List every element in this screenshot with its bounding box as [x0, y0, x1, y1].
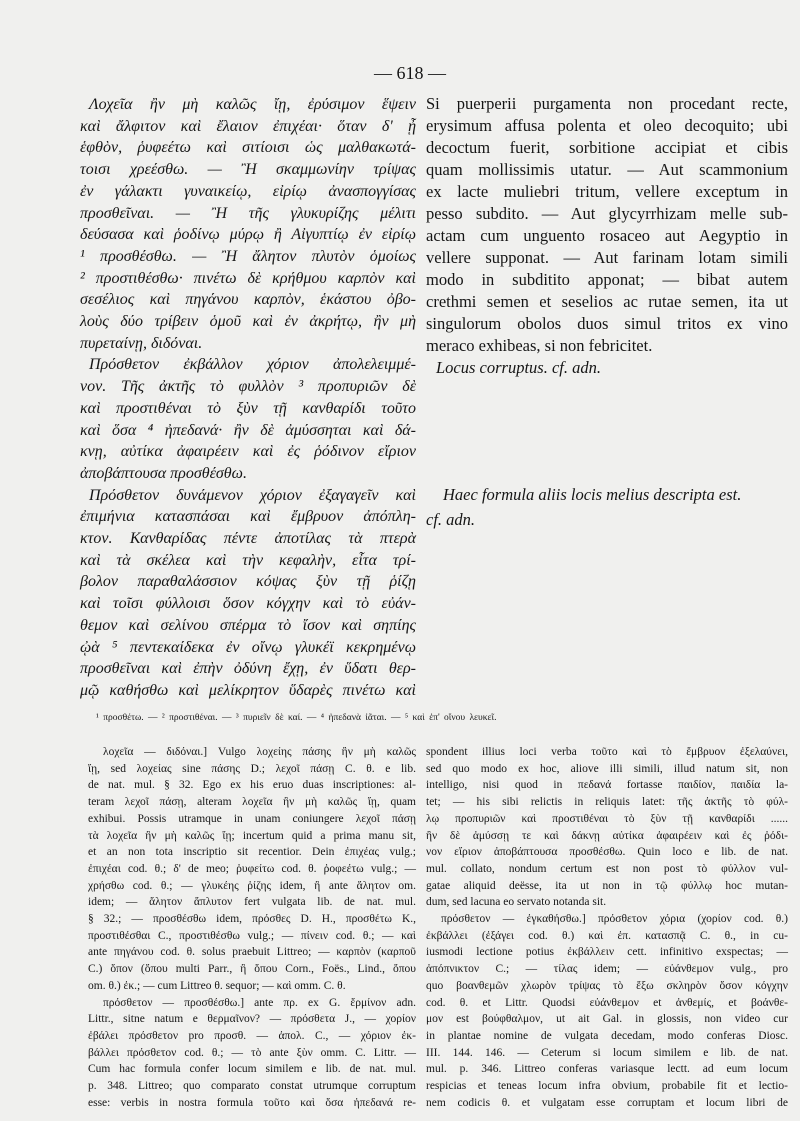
commentary-line: iusmodi lectione potius ἐκβάλλειν cett. infinitivo exspectas; —: [426, 946, 788, 959]
footnotes: ¹ προσθέτω. — ² προστιθέναι. — ³ πυριεῖν δὲ καί. — ⁴ ἠπεδανὰ ἰᾶται. — ⁵ καὶ ἐπ' οἴνου λευκεῖ.: [96, 713, 497, 723]
commentary-line: nem codicis θ. et vulgatam esse corruptam et locum libri de: [426, 1096, 788, 1109]
commentary-line: sed quo modo ex hoc, aliove illi simili, illud natum sit, non: [426, 762, 788, 775]
greek-line: καὶ ὅσα ⁴ ἠπεδανά· ἢν δὲ ἀμύσσηται καὶ δά-: [80, 421, 416, 439]
commentary-line: ἐπιχέαι cod. θ.; δ' de meo; ῥυφείτω cod. θ. ῥοφεέτω vulg.; —: [88, 862, 416, 875]
commentary-line: ἢν δὲ ἀμύσσῃ τε καὶ δάκνῃ αὐτίκα ἀφαιρέειν καὶ ἐς ῥόδι-: [426, 829, 788, 842]
latin-line: singulorum obolos duos simul tritos ex vino: [426, 314, 788, 333]
commentary-line: ἐβάλει πρόσθετον pro προσθ. — ἀπολ. C., — χόριον ἐκ-: [88, 1029, 416, 1042]
commentary-line: om. θ.) ἐκ.; — cum Littreo θ. sequor; — καὶ omm. C. θ.: [88, 979, 346, 992]
commentary-line: de nat. mul. § 32. Ego ex his eruo duas inscriptiones: al-: [88, 779, 416, 792]
commentary-line: § 32.; — προσθέσθω idem, πρόσθες D. H., προσθέτω K.,: [88, 913, 416, 926]
greek-line: καὶ τοῖσι φύλλοισι ὅσον κόγχην καὶ τὸ εὐάν-: [80, 595, 416, 613]
commentary-line: τὰ λοχεῖα ἢν μὴ καλῶς ἴῃ; incertum quid a prima manu sit,: [88, 829, 416, 842]
commentary-line: ἀπόπνικτον C.; — τίλας idem; — εὐάνθεμον vulg., pro: [426, 963, 788, 976]
greek-line: βολον παραθαλάσσιον κόψας ξὺν τῇ ῥίζῃ: [80, 573, 416, 591]
latin-line: erysimum affusa polenta et oleo decoquito; ubi: [426, 116, 788, 135]
greek-line: καὶ προστιθέναι τὸ ξὺν τῇ κανθαρίδι τοῦτο: [80, 399, 416, 417]
commentary-line: teram λεχοῖ πάσῃ, alteram λοχεῖα ἢν μὴ καλῶς ἴῃ, quam: [88, 796, 416, 809]
greek-line: νον. Τῆς ἀκτῆς τὸ φυλλὸν ³ προπυριῶν δὲ: [80, 378, 416, 396]
page-number: — 618 —: [374, 63, 446, 83]
commentary-line: προστιθέσθαι C., προστιθέσθω vulg.; — πίνειν cod. θ.; — καὶ: [88, 929, 416, 942]
commentary-line: λοχεῖα — διδόναι.] Vulgo λοχείης πάσης ἢν μὴ καλῶς: [103, 746, 416, 758]
greek-line: κνῃ, αὐτίκα ἀφαιρέειν καὶ ἐς ῥόδινον εἴριον: [80, 443, 416, 461]
greek-line: Πρόσθετον δυνάμενον χόριον ἐξαγαγεῖν καὶ: [89, 486, 416, 504]
latin-text-column: [426, 93, 788, 379]
commentary-line: νον εἴριον ἀποβάπτουσα προσθέσθω. Quin loco e lib. de nat.: [426, 846, 788, 859]
commentary-line: in plantae nomine de vulgata decedam, modo conferas Diosc.: [426, 1029, 788, 1042]
commentary-line: λῳ προπυριῶν καὶ προστιθέναι τὸ ξὺν τῇ κανθαρίδι ......: [426, 812, 788, 825]
commentary-line: respicias et teneas locum infra obvium, probabile fit et lectio-: [426, 1080, 788, 1093]
commentary-line: βάλλει πρόσθετον cod. θ.; — τὸ ante ξὺν omm. C. Littr. —: [88, 1046, 416, 1059]
commentary-line: tet; — his sibi relictis in reliquis latet: τῆς ἀκτῆς τὸ φύλ-: [426, 796, 788, 809]
formula-note-line: Haec formula aliis locis melius descripta est.: [443, 485, 742, 504]
greek-line: δεύσασα καὶ ῥοδίνῳ μύρῳ ἢ Αἰγυπτίῳ ἐν εἰρίῳ: [80, 226, 416, 244]
commentary-line: C.) ὅπον (ὄπου multi Parr., ἢ ὅπου Corn., Foës., Lind., ὄπου: [88, 963, 416, 976]
commentary-line: μον est βούφθαλμον, ut ait Gal. in glossis, non video cur: [426, 1013, 788, 1026]
greek-line: ἐπιμήνια κατασπάσαι καὶ ἔμβρυον ἀπόπλη-: [80, 508, 416, 526]
greek-line: λοὺς δύο τρίβειν ὁμοῦ καὶ ἐν ἀκρήτῳ, ἢν μὴ: [80, 313, 416, 331]
commentary-paragraph: [88, 744, 416, 995]
greek-line: Πρόσθετον ἐκβάλλον χόριον ἀπολελειμμέ-: [89, 356, 416, 374]
greek-line: προσθεῖναι καὶ ἐπὴν ὀδύνη ἔχῃ, ἐν ὕδατι θερ-: [80, 660, 416, 678]
latin-line: meraco exhibeas, si non febricitet.: [426, 336, 653, 355]
latin-line: quam mollissimis utatur. — Aut scammonium: [426, 160, 788, 179]
greek-line: ᾠὰ ⁵ πεντεκαίδεκα ἐν οἴνῳ γλυκέϊ κεκρημένῳ: [80, 638, 416, 656]
latin-line: ex lacte muliebri tritum, vellere exceptum in: [426, 182, 788, 201]
commentary-line: πρόσθετον — ἐγκαθήσθω.] πρόσθετον χόρια (χορίον cod. θ.): [441, 913, 788, 926]
formula-note: [426, 482, 788, 532]
latin-line: actam cum unguento rosaceo aut Aegyptio in: [426, 226, 788, 245]
commentary-line: ἴῃ, sed λοχείας sine πάσης D.; λεχοῖ πάσῃ C. θ. e lib.: [88, 762, 416, 775]
formula-note-line: cf. adn.: [426, 510, 476, 529]
commentary-line: χρήσθω cod. θ.; — γλυκέης ῥίζης idem, ἢ ante ἄλητον om.: [88, 879, 416, 892]
latin-line: modo in subditito apponat; — bibat autem: [426, 270, 788, 289]
greek-paragraph-1: [80, 94, 416, 354]
commentary-line: Cum hac formula confer locum similem e lib. de nat. mul.: [88, 1063, 416, 1076]
commentary-paragraph: [426, 744, 788, 911]
greek-text-column: [80, 94, 416, 702]
latin-line: crethmi semen et seselios ac rutae semen, ita ut: [426, 292, 788, 311]
greek-line: Λοχεῖα ἢν μὴ καλῶς ἴῃ, ἐρύσιμον ἕψειν: [89, 96, 416, 113]
greek-line: ἑφθὸν, ῥυφεέτω καὶ σιτίοισι ὡς μαλθακωτά-: [80, 139, 416, 157]
commentary-line: intelligo, nisi quod in πεδανά fortasse παιδίον, παιδία la-: [426, 779, 788, 792]
greek-line: θεμον καὶ σελίνου σπέρμα τὸ ἴσον καὶ σηπίης: [80, 616, 416, 634]
greek-line: τοισι χρεέσθω. — Ἢ σκαμμωνίην τρίψας: [80, 161, 416, 179]
greek-line: ² προστιθέσθω· πινέτω δὲ κρήθμου καρπὸν καὶ: [80, 269, 416, 287]
commentary-line: III. 144. 146. — Ceterum si locum similem e lib. de nat.: [426, 1046, 788, 1059]
commentary-line: ἐκβάλλει (ἐξάγει cod. θ.) καὶ ἐπ. κατασπᾷ C. θ., in cu-: [426, 929, 788, 942]
greek-line: ἐν γάλακτι γυναικείῳ, εἰρίῳ ἀνασπογγίσας: [80, 182, 416, 200]
commentary-line: ante πηγάνου cod. θ. solus praebuit Littreo; — καρπὸν (καρποῦ: [88, 946, 416, 959]
latin-line: Si puerperii purgamenta non procedant recte,: [426, 94, 788, 113]
commentary-line: idem; — ἄλητον ἄπλυτον fert vulgata lib. de nat. mul.: [88, 896, 416, 909]
greek-line: ἀποβάπτουσα προσθέσθω.: [80, 464, 247, 482]
greek-line: καὶ ἄλφιτον καὶ ἔλαιον ἐπιχέαι· ὅταν δ' ᾖ: [80, 117, 416, 135]
commentary-line: quo βοανθεμῶν χλωρὸν τρίψας τὸ ἔξω σκληρὸν ὅσον κόγχην: [426, 979, 788, 992]
commentary-line: esse: verbis in nostra formula τοῦτο καὶ ὅσα ἠπεδανά re-: [88, 1096, 416, 1109]
commentary-line: p. 348. Littreo; quo comparato constat utrumque corruptum: [88, 1080, 416, 1093]
commentary-left-column: [88, 744, 416, 1111]
greek-paragraph-2: [80, 354, 416, 484]
commentary-right-column: [426, 744, 788, 1111]
commentary-line: exhibui. Possis utramque in unam coniungere λεχοῖ πάσῃ: [88, 812, 416, 825]
latin-line: decoctum fuerit, sorbitione accipiat et cibis: [426, 138, 788, 157]
greek-line: κτον. Κανθαρίδας πέντε ἀποτίλας τὰ πτερὰ: [80, 530, 416, 548]
locus-corruptus-note: Locus corruptus. cf. adn.: [436, 358, 601, 377]
greek-line: σεσέλιος καὶ πηγάνου καρπὸν, ἑκάστου ὀβο-: [80, 291, 416, 309]
greek-line: καὶ τὰ σκέλεα καὶ τὴν κεφαλὴν, εἶτα τρί-: [80, 551, 416, 569]
latin-line: vellere supponat. — Aut farinam lotam simili: [426, 248, 788, 267]
greek-line: πυρεταίνῃ, διδόναι.: [80, 334, 203, 352]
commentary-paragraph: [426, 911, 788, 1111]
latin-paragraph: [426, 93, 788, 357]
commentary-line: dum, sed lacuna eo servato notanda sit.: [426, 896, 607, 909]
greek-line: μῷ καθήσθω καὶ μελίκρητον ὕδαρὲς πινέτω καὶ: [80, 681, 416, 699]
greek-line: ¹ προσθέσθω. — Ἢ ἄλητον πλυτὸν ὁμοίως: [80, 247, 416, 265]
latin-line: pesso subdito. — Aut glycyrrhizam melle sub-: [426, 204, 788, 223]
commentary-line: et an non tota inscriptio sit recentior. Dein ἐπιχέας vulg.;: [88, 846, 416, 859]
commentary-line: mul. p. 346. Littreo conferas variasque lectt. ad eum locum: [426, 1063, 788, 1076]
greek-paragraph-3: [80, 485, 416, 702]
commentary-line: cod. θ. et Littr. Quodsi εὐάνθεμον et ἀνθεμίς, et βοάνθε-: [426, 996, 788, 1009]
commentary-line: πρόσθετον — προσθέσθω.] ante πρ. ex G. ἕρμίνον adn.: [103, 996, 416, 1009]
commentary-line: Littr., sitne natum e θερμαῖνον? — πρόσθετα J., — χορίον: [88, 1013, 416, 1026]
commentary-line: mul. collato, nondum certum est non post τὸ φύλλον vul-: [426, 862, 788, 875]
commentary-line: spondent illius loci verba τοῦτο καὶ τὸ ἔμβρυον ἐξελαύνει,: [426, 746, 788, 758]
greek-line: προσθεῖναι. — Ἢ τῆς γλυκυρίζης μέλιτι: [80, 204, 416, 222]
commentary-line: gatae aliquid deësse, ita ut non in τῷ φύλλῳ hoc mutan-: [426, 879, 788, 892]
commentary-paragraph: [88, 995, 416, 1112]
